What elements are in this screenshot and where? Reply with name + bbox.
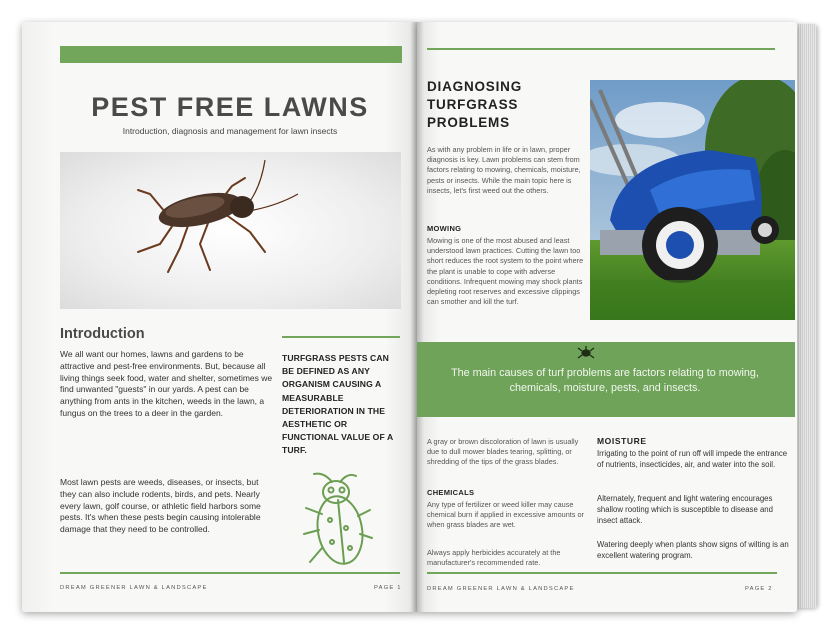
right-footer-brand: DREAM GREENER LAWN & LANDSCAPE (427, 586, 575, 592)
callout-rule (282, 336, 400, 338)
book-spine (410, 22, 424, 612)
moisture-paragraph-1: Irrigating to the point of run off will impede the entrance of nutrients, insecticides, air, and water into the soil. (597, 449, 788, 469)
page-stack-edge (795, 24, 817, 608)
mowing-text: Mowing is one of the most abused and least understood lawn practices. Cutting the lawn too short reduces the root system to the point where the plant is unable to cope with adverse conditions. Infrequent mowing may shock plants depleting root reserves and excessive clippings can smother and kill the turf. (427, 236, 584, 307)
page-subtitle: Introduction, diagnosis and management for lawn insects (122, 126, 338, 136)
moisture-paragraph-3: Watering deeply when plants show signs of wilting is an excellent watering program. (597, 540, 789, 560)
left-header-bar (60, 46, 402, 63)
lawn-mower-photo (590, 80, 795, 320)
discoloration-text: A gray or brown discoloration of lawn is usually due to dull mower blades tearing, splitting, or shredding of the tips of the grass blades. (427, 437, 579, 467)
left-footer-rule (60, 572, 400, 574)
diagnosis-intro: As with any problem in life or in lawn, proper diagnosis is key. Lawn problems can stem from factors relating to mowing, chemicals, moisture, pests or insects. While the main topic here is insects, let's first weed out the others. (427, 145, 581, 195)
beetle-illustration-icon (300, 468, 375, 573)
right-header-rule (427, 48, 775, 50)
page-title: PEST FREE LAWNS (91, 92, 369, 122)
left-page-number: PAGE 1 (374, 585, 402, 591)
moisture-heading: MOISTURE (597, 436, 647, 446)
cockroach-photo (60, 152, 401, 309)
right-page-number: PAGE 2 (745, 586, 773, 592)
intro-paragraph-2: Most lawn pests are weeds, diseases, or insects, but they can also include rodents, birds, and pets. Nearly every lawn, golf course, or athletic field harbors some pests. It's when these pests begin causing intolerable damage that they need to be controlled. (60, 477, 261, 535)
insect-icon (577, 346, 595, 360)
left-footer-brand: DREAM GREENER LAWN & LANDSCAPE (60, 585, 208, 591)
mowing-heading: MOWING (427, 224, 462, 233)
section-heading: DIAGNOSING TURFGRASS PROBLEMS (427, 79, 523, 130)
chemicals-paragraph-1: Any type of fertilizer or weed killer may cause chemical burn if applied in excessive amounts or when grass blades are wet. (427, 500, 584, 530)
chemicals-heading: CHEMICALS (427, 488, 475, 497)
intro-paragraph-1: We all want our homes, lawns and gardens to be attractive and pest-free environments. But, because all living things seek food, water and shelter, sometimes we find unwanted "guests" in our yards. A pest can be anything from ants in the kitchen, weeds in the lawn, a fungus on the trees to a deer in the garden. (60, 349, 273, 418)
moisture-paragraph-2: Alternately, frequent and light watering encourages shallow rooting which is susceptible to disease and insect attack. (597, 494, 773, 525)
pull-quote: The main causes of turf problems are factors relating to mowing, chemicals, moisture, pests, and insects. (451, 367, 759, 394)
intro-heading: Introduction (60, 326, 145, 342)
chemicals-paragraph-2: Always apply herbicides accurately at the manufacturer's recommended rate. (427, 548, 561, 568)
callout-text: TURFGRASS PESTS CAN BE DEFINED AS ANY ORGANISM CAUSING A MEASURABLE DETERIORATION IN THE AESTHETIC OR FUNCTIONAL VALUE OF A TURF. (282, 353, 393, 456)
right-footer-rule (427, 572, 777, 574)
